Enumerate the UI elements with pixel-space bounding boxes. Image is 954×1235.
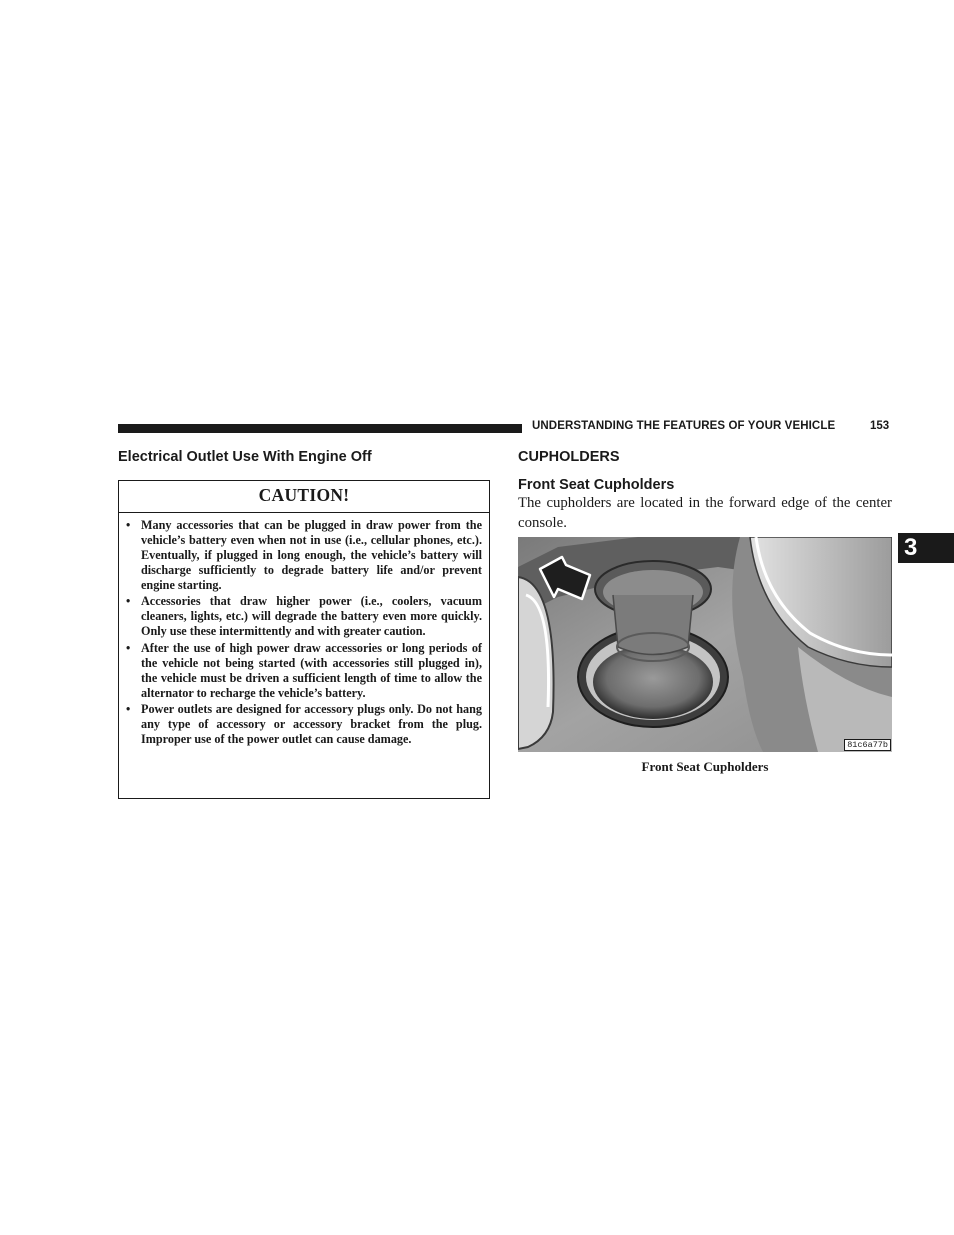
caution-item <box>126 518 482 593</box>
cupholder-illustration <box>518 537 892 752</box>
figure-code-label: 81c6a77b <box>844 739 891 751</box>
page-number: 153 <box>870 420 890 432</box>
caution-item-text: After the use of high power draw accessories or long periods of the vehicle not being started (with accessories still plugged in), the vehicle must be driven a sufficient length of time to allow the alternator to recharge the vehicle’s battery. <box>141 640 482 700</box>
caution-item <box>126 594 482 639</box>
cupholder-drawing <box>518 537 892 752</box>
caution-item <box>126 641 482 701</box>
caution-list <box>126 518 482 749</box>
subheading-front-seat-cupholders: Front Seat Cupholders <box>518 477 675 493</box>
figure-caption: Front Seat Cupholders <box>641 759 769 774</box>
caution-box <box>118 480 490 799</box>
caution-divider <box>119 512 489 513</box>
bullet-icon: • <box>126 518 131 532</box>
bullet-icon: • <box>126 640 131 655</box>
bullet-icon: • <box>126 702 131 717</box>
cupholders-body-text: The cupholders are located in the forward edge of the center console. <box>518 495 892 531</box>
section-heading-cupholders: CUPHOLDERS <box>518 449 620 465</box>
chapter-number: 3 <box>904 534 918 561</box>
caution-item-text: Accessories that draw higher power (i.e., coolers, vacuum cleaners, lights, etc.) will degrade the battery even more quickly. Only use these intermittently and with greater caution. <box>141 594 482 639</box>
caution-item-text: Power outlets are designed for accessory plugs only. Do not hang any type of accessory or accessory bracket from the plug. Improper use of the power outlet can cause damage. <box>141 702 482 747</box>
header-rule <box>118 424 522 433</box>
chapter-tab <box>898 533 954 563</box>
running-header-title: UNDERSTANDING THE FEATURES OF YOUR VEHICLE <box>532 420 836 432</box>
caution-title: CAUTION! <box>258 485 350 505</box>
section-heading-electrical-outlet: Electrical Outlet Use With Engine Off <box>118 449 372 465</box>
caution-item <box>126 702 482 747</box>
caution-item-text: Many accessories that can be plugged in draw power from the vehicle’s battery even when not in use (i.e., cellular phones, etc.). Eventually, if plugged in long enough, the vehicle’s battery will discharge sufficiently to degrade battery life and/or prevent engine starting. <box>141 518 482 592</box>
bullet-icon: • <box>126 594 131 609</box>
